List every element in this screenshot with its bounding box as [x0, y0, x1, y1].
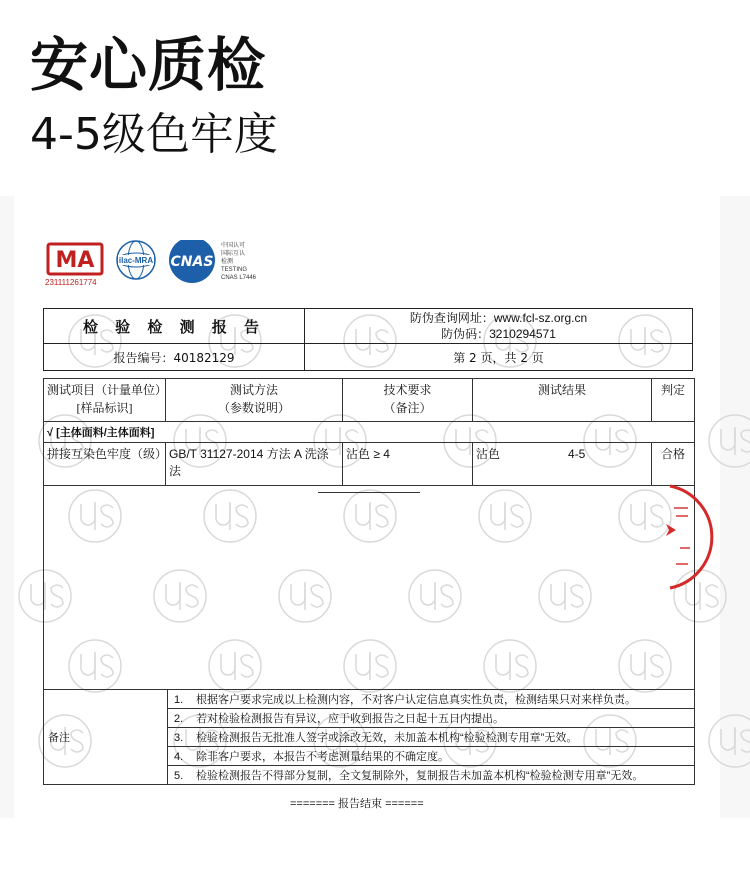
cnas-caption-line: 检测	[221, 259, 234, 265]
column-header: 测试方法 （参数说明）	[166, 379, 343, 422]
official-stamp	[640, 478, 720, 598]
cnas-logo-text: CNAS	[170, 254, 214, 270]
cell-requirement: 沾色 ≥ 4	[343, 443, 473, 486]
report-number: 报告编号：40182129	[44, 344, 305, 371]
note-item: 5. 检验检测报告不得部分复制，全文复制除外，复制报告未加盖本机构“检验检测专用章”无效。	[168, 766, 695, 785]
ilac-logo-text: ilac-MRA	[118, 256, 154, 265]
verify-code: 防伪码：3210294571	[441, 327, 556, 341]
column-header: 技术要求 （备注）	[343, 379, 473, 422]
section-row	[44, 422, 695, 443]
note-item: 4. 除非客户要求，本报告不考虑测量结果的不确定度。	[168, 747, 695, 766]
cma-number: 231111261774	[45, 278, 97, 287]
cnas-logo	[169, 240, 215, 283]
cnas-caption-line: 中国认可	[221, 243, 246, 249]
headline-subtitle: 4-5级色牢度	[30, 109, 278, 160]
cnas-caption-line: CNAS L7446	[221, 275, 257, 281]
test-results-table	[43, 378, 695, 486]
notes-label: 备注	[44, 690, 168, 785]
report-header-table	[43, 308, 693, 371]
table-header-row	[44, 379, 695, 422]
verify-info	[305, 309, 693, 344]
cnas-caption	[221, 242, 256, 282]
note-item: 1. 根据客户要求完成以上检测内容，不对客户认定信息真实性负责，检测结果只对来样负责。	[168, 690, 695, 709]
notes-table	[43, 689, 695, 785]
note-item: 2. 若对检验检测报告有异议，应于收到报告之日起十五日内提出。	[168, 709, 695, 728]
end-of-data-line	[318, 492, 420, 493]
table-row	[44, 443, 695, 486]
report-title: 检 验 检 测 报 告	[44, 309, 305, 344]
result-label: 沾色	[476, 447, 501, 461]
cnas-caption-line: 国际互认	[221, 251, 246, 257]
report-scan	[0, 196, 750, 818]
result-value: 4-5	[568, 447, 586, 461]
svg-text:MA: MA	[55, 248, 95, 273]
report-end: ======= 报告结束 ======	[290, 798, 424, 810]
note-item: 3. 检验检测报告无批准人签字或涂改无效，未加盖本机构“检验检测专用章”无效。	[168, 728, 695, 747]
section-label: √ [主体面料/主体面料]	[44, 422, 695, 443]
cell-method: GB/T 31127-2014 方法 A 洗涤法	[166, 443, 343, 486]
headline-title: 安心质检	[30, 31, 267, 99]
cnas-caption-line: TESTING	[221, 267, 248, 273]
verify-url: 防伪查询网址：www.fcl-sz.org.cn	[409, 311, 588, 325]
cell-item: 拼接互染色牢度（级）	[44, 443, 166, 486]
page-info: 第 2 页，共 2 页	[305, 344, 693, 371]
column-header: 测试结果	[473, 379, 652, 422]
ilac-mra-logo	[117, 241, 155, 279]
cma-logo	[48, 244, 102, 274]
blank-area	[43, 485, 695, 689]
cell-result	[473, 443, 652, 486]
cell-verdict: 合格	[652, 443, 695, 486]
column-header: 测试项目（计量单位） [样品标识]	[44, 379, 166, 422]
column-header: 判定	[652, 379, 695, 422]
